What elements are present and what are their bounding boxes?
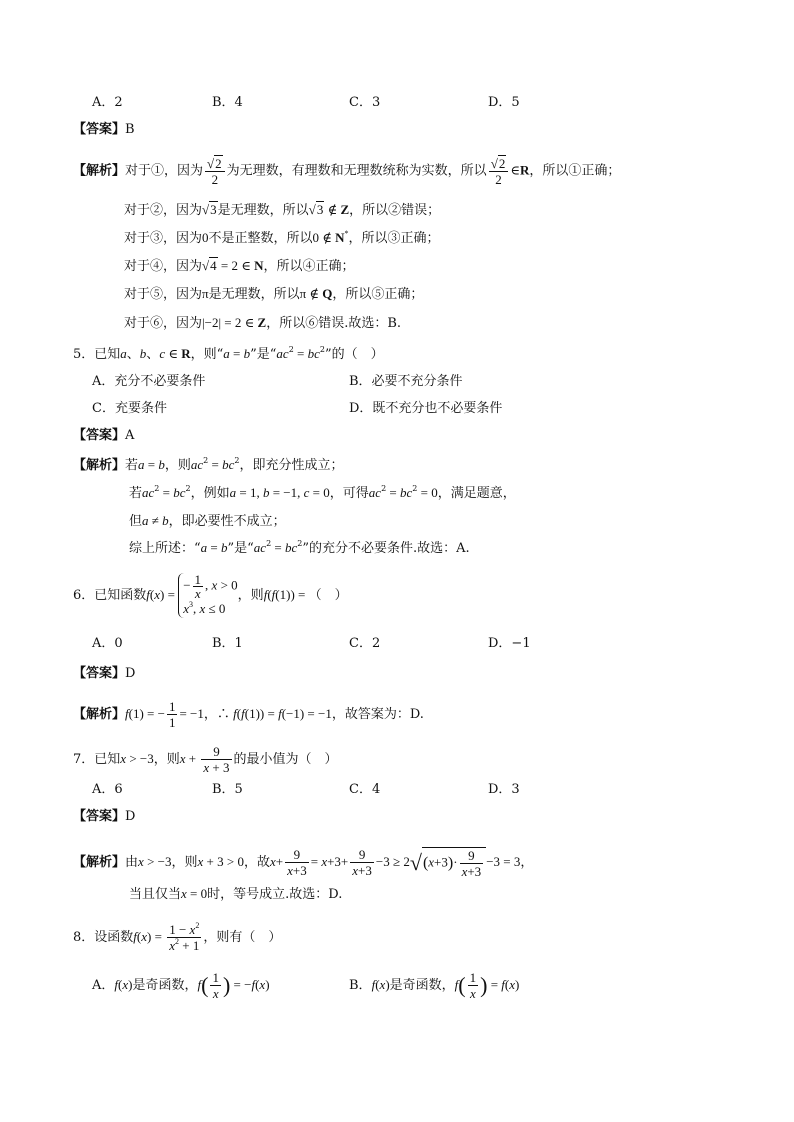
math-frac: $\frac{1 - x^2}{x^2 + 1}$ [169, 921, 200, 953]
text: 对于①，因为 [125, 163, 204, 179]
q4-option-c: C．3 [349, 95, 381, 110]
math: ac [276, 346, 289, 361]
question-number: 8．设函数 [73, 930, 134, 945]
q6-analysis-line-1: 【解析】f(1) = − $\frac{1}{1}$ = −1，∴ f(f(1)) = f(−1) = −1，故答案为：D. [73, 699, 424, 730]
q7-analysis-line-2: 当且仅当x = 0时，等号成立.故选：D. [129, 886, 343, 902]
q4-analysis-line-1 [73, 155, 620, 187]
text: 是奇函数， [132, 978, 198, 993]
math: 0 ∉ N* [312, 229, 349, 245]
text: ，可得 [329, 486, 369, 501]
answer-tag: 【答案】 [73, 666, 126, 681]
text: 但 [129, 514, 143, 529]
q7-option-a: A．6 [92, 782, 123, 797]
text: ”的充分不必要条件.故选：A. [302, 541, 470, 556]
math: x [269, 854, 276, 869]
analysis-tag: 【解析】 [73, 855, 126, 870]
math-frac: $\frac{9}{x+3}$ [287, 847, 307, 878]
math: x [179, 751, 186, 766]
math: f [263, 587, 268, 602]
text: 为无理数，有理数和无理数统称为实数，所以 [226, 163, 487, 179]
text: ，例如 [190, 486, 230, 501]
text: ”的（ ） [325, 347, 384, 362]
text: 不是正整数，所以 [208, 231, 313, 246]
math: √4 = 2 ∈ N [202, 258, 264, 273]
text: 当且仅当 [129, 887, 182, 902]
text: ，故答案为：D. [331, 707, 424, 722]
math: a [200, 540, 208, 555]
math: √3 [202, 202, 217, 217]
q7-option-b: B．5 [212, 782, 243, 797]
text: ，故 [243, 855, 270, 870]
math: ∈R [510, 162, 530, 178]
math: x [120, 751, 127, 766]
q4-option-b: B．4 [212, 95, 243, 110]
text: 对于②，因为 [124, 203, 203, 218]
q5-analysis-line-1: 【解析】若a = b，则$ac^2 = bc^2$，即充分性成立； [73, 456, 344, 473]
math-sqrt: √(x+3)· $\frac{9}{x+3}$ [410, 854, 486, 869]
math-frac: $\frac{1}{1}$ [168, 699, 176, 730]
question-number: 5．已知 [73, 347, 121, 362]
q4-analysis-line-2 [124, 201, 440, 220]
math-frac: $\frac{9}{x + 3}$ [203, 744, 230, 775]
q6-option-a: A．0 [92, 636, 123, 651]
math: x [197, 854, 204, 869]
q6-option-d: D．−1 [488, 636, 531, 651]
text: ，即必要性不成立； [168, 514, 286, 529]
math: ac [142, 485, 155, 500]
q6-option-b: B．1 [212, 636, 243, 651]
text: 是奇函数， [389, 978, 455, 993]
q5-answer [73, 427, 134, 445]
math: x [181, 886, 187, 901]
text: ，则 [171, 855, 198, 870]
math: f [454, 977, 459, 992]
text: ，所以②错误； [349, 203, 441, 218]
q4-analysis-line-6 [124, 314, 401, 333]
math: π [202, 286, 209, 301]
q5-analysis-line-3: 但a ≠ b，即必要性不成立； [129, 513, 286, 529]
math: f [133, 929, 137, 944]
analysis-tag: 【解析】 [73, 163, 126, 179]
q4-option-a: A．2 [92, 95, 123, 110]
text: ，所以①正确； [529, 163, 621, 179]
analysis-tag: 【解析】 [73, 458, 126, 473]
text: ，即充分性成立； [239, 458, 344, 473]
answer-tag: 【答案】 [73, 809, 126, 824]
text: ”是“ [250, 347, 277, 362]
q4-answer [73, 121, 135, 139]
text: 若 [125, 458, 139, 473]
question-number: 7．已知 [73, 752, 121, 767]
math-frac: $\frac{9}{x+3}$ [352, 847, 372, 878]
q6-stem: 6．已知函数f(x) = − $\frac{1}{x}$ , x > 0 $x^3$, x ≤ 0 ，则f(f(1)) = （ ） [73, 572, 348, 616]
text: ， [520, 855, 534, 870]
q6-answer [73, 665, 135, 683]
text: 的最小值为（ ） [233, 752, 338, 767]
text: 对于⑤，因为 [124, 287, 203, 302]
answer-tag: 【答案】 [73, 428, 126, 443]
q5-analysis-line-2: 若$ac^2 = bc^2$，例如a = 1, b = −1, c = 0，可得$ac^2 = bc^2 = 0$，满足题意， [129, 484, 516, 501]
q5-option-d: D．既不充分也不必要条件 [349, 401, 503, 416]
math: 0 [202, 230, 209, 245]
q5-analysis-line-4: 综上所述：“a = b”是“$ac^2 = bc^2$”的充分不必要条件.故选：A. [129, 539, 470, 556]
math: f [197, 977, 202, 992]
text: ，则 [237, 588, 264, 603]
q7-answer [73, 808, 135, 826]
math: x [138, 854, 144, 869]
q7-stem: 7．已知x > −3，则x + $\frac{9}{x + 3}$ 的最小值为（ ） [73, 744, 338, 775]
math: a [138, 457, 145, 472]
text: （ ） [308, 588, 348, 603]
text: ，则 [153, 752, 180, 767]
math-piecewise: − $\frac{1}{x}$ , x > 0 $x^3$, x ≤ 0 [178, 573, 237, 618]
text: ，满足题意， [437, 486, 516, 501]
math: a [120, 346, 127, 361]
q5-option-b: B．必要不充分条件 [349, 374, 463, 389]
text: 对于④，因为 [124, 259, 203, 274]
q8-option-b: B．f(x)是奇函数，f( $\frac{1}{x}$ ) = f(x) [349, 970, 520, 1001]
math: ac [190, 457, 204, 472]
q6-option-c: C．2 [349, 636, 381, 651]
text: 时，等号成立.故选：D. [207, 887, 343, 902]
text: 对于③，因为 [124, 231, 203, 246]
text: ，所以⑥错误.故选：B. [266, 316, 402, 331]
text: B． [349, 978, 372, 993]
answer-value: D [125, 666, 136, 681]
math-frac: $\frac{√2}{2}$ [205, 155, 225, 187]
question-number: 6．已知函数 [73, 588, 147, 603]
math: ac [368, 485, 382, 500]
math: f [125, 706, 129, 721]
math: √3 ∉ Z [308, 202, 350, 217]
text: ，则有（ ） [203, 930, 282, 945]
math: a [142, 513, 149, 528]
q7-option-c: C．4 [349, 782, 381, 797]
text: 是无理数，所以 [217, 203, 309, 218]
q4-analysis-line-5 [124, 285, 423, 304]
math: a [229, 485, 237, 500]
q8-stem: 8．设函数f(x) = $\frac{1 - x^2}{x^2 + 1}$ ，则有（ ） [73, 921, 282, 953]
text: ，则“ [190, 347, 224, 362]
math: a [223, 346, 230, 361]
math: π ∉ Q [299, 286, 333, 301]
text: 对于⑥，因为 [124, 316, 203, 331]
q4-analysis-line-3 [124, 229, 440, 248]
text: 若 [129, 486, 143, 501]
q4-option-d: D．5 [488, 95, 520, 110]
q8-option-a: A．f(x)是奇函数，f( $\frac{1}{x}$ ) = −f(x) [92, 970, 270, 1001]
text: A． [92, 978, 115, 993]
math: f [146, 587, 150, 602]
answer-value: D [125, 809, 136, 824]
q4-analysis-line-4 [124, 257, 355, 276]
q5-option-a: A．充分不必要条件 [92, 374, 206, 389]
math-frac: $\frac{1}{x}$ [212, 970, 219, 1001]
math: f [114, 977, 119, 992]
answer-tag: 【答案】 [73, 122, 126, 137]
answer-value: B [125, 122, 135, 137]
math: ac [253, 540, 267, 555]
math-frac: $\frac{1}{x}$ [469, 970, 477, 1001]
q7-analysis-line-1: 【解析】由x > −3，则x + 3 > 0，故x+ $\frac{9}{x+3}$ = x+3+ $\frac{9}{x+3}$ −3 ≥ 2√(x+3)· $\frac{9}{x+3}$ −3 = 3， [73, 847, 534, 880]
math-frac: $\frac{√2}{2}$ [489, 155, 509, 187]
text: ，所以⑤正确； [332, 287, 424, 302]
math: |−2| = 2 ∈ Z [202, 315, 267, 330]
q5-stem: 5．已知a、b、c ∈ R，则“a = b”是“$ac^2 = bc^2$”的（ ） [73, 345, 384, 362]
text: ”是“ [227, 541, 254, 556]
q7-option-d: D．3 [488, 782, 520, 797]
text: 是无理数，所以 [208, 287, 300, 302]
math: f [371, 977, 376, 992]
analysis-tag: 【解析】 [73, 707, 126, 722]
q5-option-c: C．充要条件 [92, 401, 167, 416]
text: 由 [125, 855, 139, 870]
text: ，所以④正确； [263, 259, 355, 274]
answer-value: A [125, 428, 135, 443]
text: 综上所述：“ [129, 541, 201, 556]
text: ，则 [164, 458, 191, 473]
text: ，所以③正确； [348, 231, 440, 246]
